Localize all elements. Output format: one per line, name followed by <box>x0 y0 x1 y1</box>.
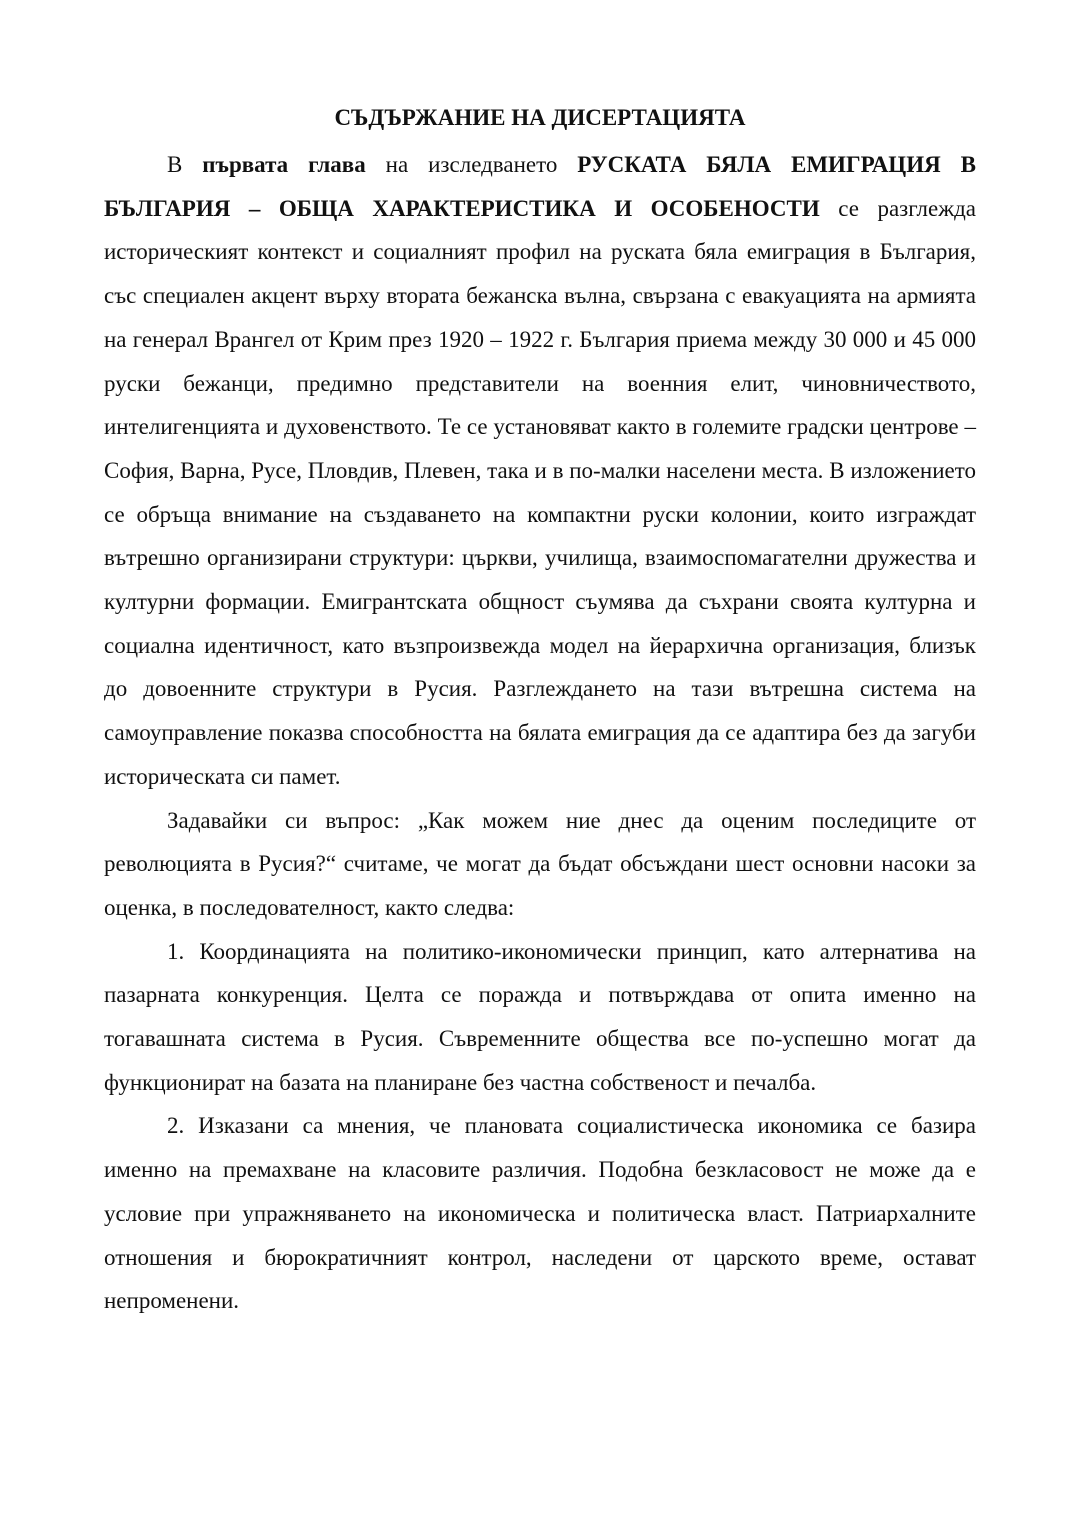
document-page <box>104 98 976 1323</box>
paragraph-text: на изследването <box>365 152 578 177</box>
paragraph-text: В <box>167 152 203 177</box>
paragraph-point-2: 2. Изказани са мнения, че плановата социалистическа икономика се базира именно на премахване на класовите различия. Подобна безкласовост не може да е условие при упражняването на икономическа и политическа власт. Патриархалните отношения и бюрократичният контрол, наследени от царското време, остават непроменени. <box>104 1113 976 1314</box>
paragraph-point-1: 1. Координацията на политико-икономически принцип, като алтернатива на пазарната конкуренция. Целта се поражда и потвърждава от опита именно на тогавашната система в Русия. Съвременните общества все по-успешно могат да функционират на базата на планиране без частна собственост и печалба. <box>104 938 976 1095</box>
paragraph-question: Задавайки си въпрос: „Как можем ние днес да оценим последиците от революцията в Русия?“ считаме, че могат да бъдат обсъждани шест основни насоки за оценка, в последователност, както следва: <box>104 807 976 920</box>
document-title: СЪДЪРЖАНИЕ НА ДИСЕРТАЦИЯТА <box>334 105 746 130</box>
bold-chapter-title: РУСКАТА БЯЛА ЕМИГРАЦИЯ В БЪЛГАРИЯ – ОБЩА ХАРАКТЕРИСТИКА И ОСОБЕНОСТИ <box>104 152 976 221</box>
paragraph-chapter-one <box>104 143 976 799</box>
paragraph-text: се разглежда историческият контекст и социалният профил на руската бяла емиграция в България, със специален акцент върху втората бежанска вълна, свързана с евакуацията на армията на генерал Врангел от Крим през 1920 – 1922 г. България приема между 30 000 и 45 000 руски бежанци, предимно представители на военния елит, чиновничеството, интелигенцията и духовенството. Те се установяват както в големите градски центрове – София, Варна, Русе, Пловдив, Плевен, така и в по-малки населени места. В изложението се обръща внимание на създаването на компактни руски колонии, които изграждат вътрешно организирани структури: църкви, училища, взаимоспомагателни дружества и културни формации. Емигрантската общност съумява да съхрани своята културна и социална идентичност, като възпроизвежда модел на йерархична организация, близък до довоенните структури в Русия. Разглеждането на тази вътрешна система на самоуправление показва способността на бялата емиграция да се адаптира без да загуби историческата си памет. <box>104 195 976 789</box>
bold-chapter-ref: първата глава <box>202 152 366 177</box>
